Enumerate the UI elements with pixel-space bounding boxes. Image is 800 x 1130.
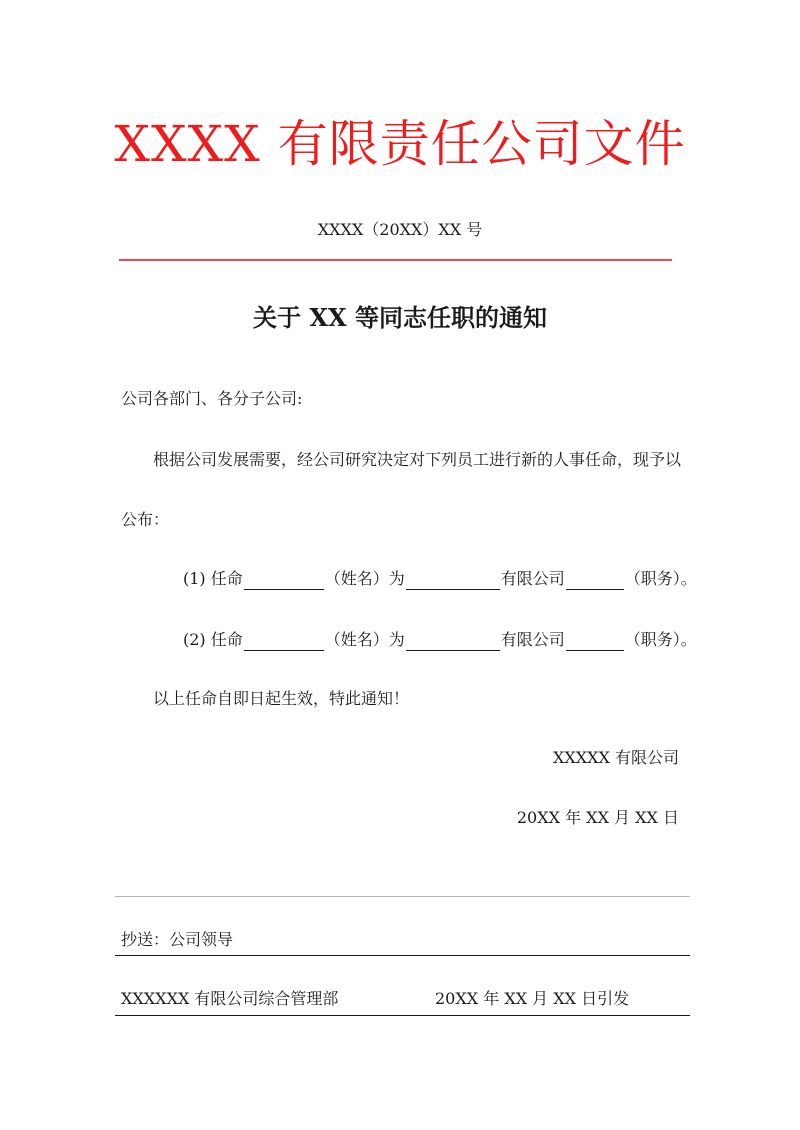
document-header-title: XXXX 有限责任公司文件 bbox=[114, 115, 686, 173]
document-number: XXXX（20XX）XX 号 bbox=[317, 220, 483, 239]
signature-date: 20XX 年 XX 月 XX 日 bbox=[516, 808, 679, 827]
company-label: 有限公司 bbox=[500, 569, 565, 588]
closing-statement: 以上任命自即日起生效，特此通知！ bbox=[153, 689, 410, 708]
appointment-prefix: (2) 任命 bbox=[183, 630, 243, 649]
notice-title: 关于 XX 等同志任职的通知 bbox=[253, 303, 547, 332]
appointment-item-1 bbox=[183, 568, 697, 590]
issue-date: 20XX 年 XX 月 XX 日引发 bbox=[435, 989, 630, 1008]
body-paragraph-line-2: 公布： bbox=[121, 510, 170, 529]
footer-divider-middle bbox=[115, 955, 690, 956]
name-label: （姓名）为 bbox=[324, 569, 405, 588]
position-blank bbox=[566, 630, 624, 651]
company-blank bbox=[406, 630, 500, 651]
position-label: （职务）。 bbox=[624, 630, 697, 649]
footer-divider-top bbox=[115, 896, 690, 897]
appointment-prefix: (1) 任命 bbox=[183, 569, 243, 588]
company-label: 有限公司 bbox=[500, 630, 565, 649]
header-divider bbox=[119, 259, 672, 261]
position-blank bbox=[566, 569, 624, 590]
footer-divider-bottom bbox=[115, 1015, 690, 1016]
cc-recipients: 抄送：公司领导 bbox=[121, 930, 234, 949]
body-paragraph-line-1: 根据公司发展需要，经公司研究决定对下列员工进行新的人事任命，现予以 bbox=[153, 450, 682, 469]
signer-company: XXXXX 有限公司 bbox=[552, 748, 679, 767]
company-blank bbox=[406, 569, 500, 590]
appointment-item-2 bbox=[183, 629, 697, 651]
position-label: （职务）。 bbox=[624, 569, 697, 588]
issuing-department: XXXXXX 有限公司综合管理部 bbox=[121, 989, 339, 1008]
name-blank bbox=[244, 630, 324, 651]
name-blank bbox=[244, 569, 324, 590]
name-label: （姓名）为 bbox=[324, 630, 405, 649]
salutation: 公司各部门、各分子公司: bbox=[121, 389, 303, 408]
